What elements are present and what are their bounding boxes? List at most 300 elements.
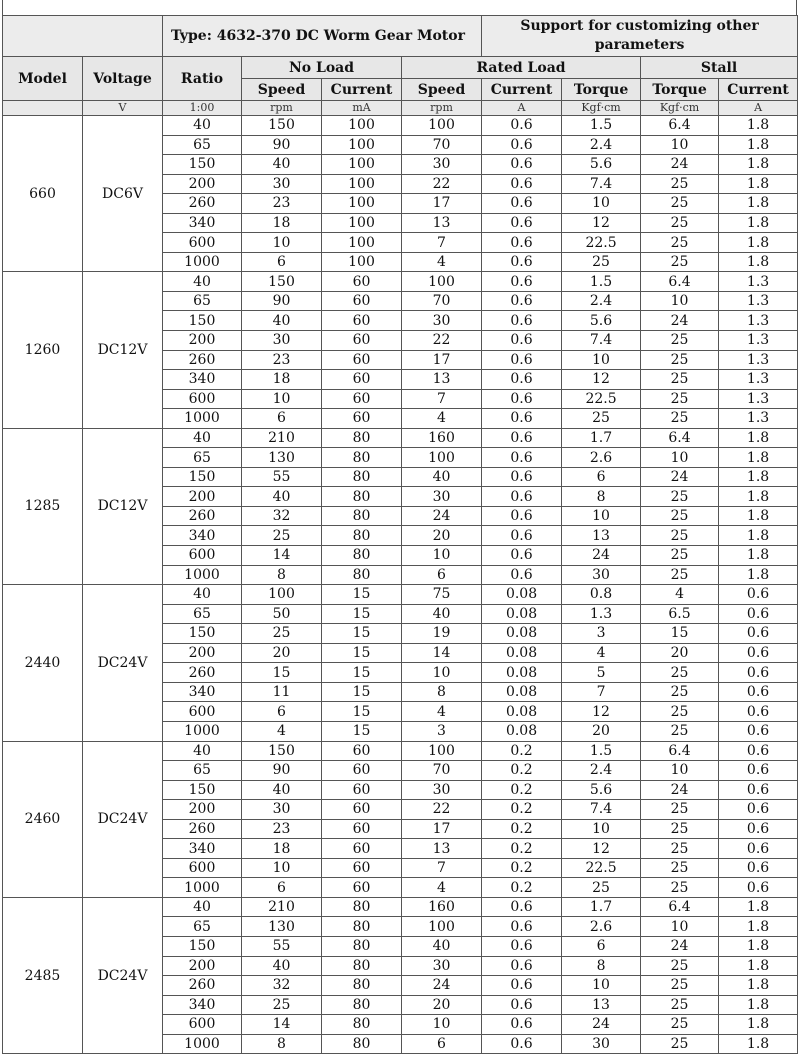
ratio-cell: 600 [163, 546, 242, 566]
no-load-speed-cell: 150 [242, 116, 322, 136]
rated-current-cell: 0.6 [482, 389, 562, 409]
rated-torque-cell: 30 [562, 1034, 641, 1054]
rated-current-cell: 0.6 [482, 311, 562, 331]
stall-torque-cell: 10 [641, 291, 719, 311]
rated-current-cell: 0.6 [482, 155, 562, 175]
no-load-speed-cell: 55 [242, 467, 322, 487]
stall-torque-cell: 25 [641, 663, 719, 683]
stall-current-cell: 1.8 [719, 897, 798, 917]
stall-current-cell: 0.6 [719, 858, 798, 878]
stall-torque-cell: 15 [641, 624, 719, 644]
rated-speed-cell: 100 [402, 741, 482, 761]
no-load-current-cell: 80 [322, 936, 402, 956]
rated-current-cell: 0.08 [482, 663, 562, 683]
no-load-current-cell: 80 [322, 448, 402, 468]
no-load-current-cell: 100 [322, 194, 402, 214]
rated-torque-cell: 10 [562, 976, 641, 996]
rated-current-cell: 0.2 [482, 761, 562, 781]
stall-current-cell: 1.3 [719, 350, 798, 370]
model-cell: 2440 [3, 585, 83, 741]
stall-torque-cell: 25 [641, 370, 719, 390]
rated-current-cell: 0.6 [482, 448, 562, 468]
rated-speed-cell: 4 [402, 409, 482, 429]
no-load-current-cell: 80 [322, 487, 402, 507]
rated-current-cell: 0.2 [482, 741, 562, 761]
rated-torque-cell: 10 [562, 350, 641, 370]
model-cell: 1285 [3, 428, 83, 584]
rated-torque-cell: 2.4 [562, 135, 641, 155]
rated-current-cell: 0.08 [482, 604, 562, 624]
rated-speed-cell: 17 [402, 819, 482, 839]
ratio-cell: 65 [163, 291, 242, 311]
no-load-current-cell: 60 [322, 350, 402, 370]
rated-current-cell: 0.6 [482, 331, 562, 351]
no-load-current-cell: 15 [322, 624, 402, 644]
no-load-current-cell: 15 [322, 663, 402, 683]
rated-torque-cell: 22.5 [562, 858, 641, 878]
rated-current-cell: 0.6 [482, 194, 562, 214]
stall-torque-cell: 25 [641, 1034, 719, 1054]
ratio-cell: 65 [163, 917, 242, 937]
rated-torque-cell: 1.5 [562, 272, 641, 292]
rated-torque-cell: 10 [562, 819, 641, 839]
rated-torque-cell: 13 [562, 995, 641, 1015]
stall-current-cell: 1.8 [719, 213, 798, 233]
rated-speed-cell: 10 [402, 546, 482, 566]
rated-current-cell: 0.08 [482, 585, 562, 605]
col-header-rated-current: Current [482, 79, 562, 101]
rated-speed-cell: 100 [402, 272, 482, 292]
no-load-speed-cell: 23 [242, 350, 322, 370]
rated-current-cell: 0.6 [482, 116, 562, 136]
unit-cell: rpm [242, 101, 322, 116]
support-note: Support for customizing other parameters [482, 16, 798, 57]
stall-torque-cell: 6.4 [641, 897, 719, 917]
no-load-speed-cell: 90 [242, 291, 322, 311]
table-row [3, 116, 798, 136]
stall-current-cell: 1.8 [719, 194, 798, 214]
unit-cell: Kgf·cm [562, 101, 641, 116]
rated-current-cell: 0.6 [482, 546, 562, 566]
stall-torque-cell: 25 [641, 506, 719, 526]
rated-speed-cell: 6 [402, 565, 482, 585]
rated-current-cell: 0.6 [482, 897, 562, 917]
no-load-current-cell: 80 [322, 995, 402, 1015]
stall-current-cell: 1.8 [719, 976, 798, 996]
rated-torque-cell: 25 [562, 252, 641, 272]
no-load-speed-cell: 90 [242, 135, 322, 155]
rated-current-cell: 0.6 [482, 174, 562, 194]
rated-current-cell: 0.2 [482, 858, 562, 878]
rated-current-cell: 0.6 [482, 565, 562, 585]
stall-current-cell: 0.6 [719, 878, 798, 898]
unit-cell: 1:00 [163, 101, 242, 116]
unit-cell: mA [322, 101, 402, 116]
ratio-cell: 260 [163, 350, 242, 370]
rated-current-cell: 0.6 [482, 291, 562, 311]
rated-speed-cell: 40 [402, 604, 482, 624]
no-load-current-cell: 80 [322, 565, 402, 585]
rated-torque-cell: 12 [562, 370, 641, 390]
rated-speed-cell: 160 [402, 428, 482, 448]
table-header [3, 16, 798, 116]
no-load-current-cell: 60 [322, 819, 402, 839]
ratio-cell: 40 [163, 272, 242, 292]
stall-torque-cell: 4 [641, 585, 719, 605]
rated-speed-cell: 6 [402, 1034, 482, 1054]
ratio-cell: 150 [163, 155, 242, 175]
stall-current-cell: 0.6 [719, 663, 798, 683]
stall-current-cell: 1.8 [719, 956, 798, 976]
ratio-cell: 600 [163, 702, 242, 722]
rated-speed-cell: 14 [402, 643, 482, 663]
stall-current-cell: 0.6 [719, 741, 798, 761]
rated-speed-cell: 13 [402, 839, 482, 859]
stall-torque-cell: 25 [641, 526, 719, 546]
stall-torque-cell: 25 [641, 213, 719, 233]
ratio-cell: 150 [163, 467, 242, 487]
ratio-cell: 260 [163, 194, 242, 214]
col-header-rated-speed: Speed [402, 79, 482, 101]
stall-current-cell: 0.6 [719, 761, 798, 781]
rated-current-cell: 0.08 [482, 682, 562, 702]
ratio-cell: 1000 [163, 878, 242, 898]
stall-torque-cell: 6.4 [641, 116, 719, 136]
stall-torque-cell: 25 [641, 252, 719, 272]
no-load-current-cell: 15 [322, 585, 402, 605]
title-blank-cell [3, 16, 163, 57]
no-load-current-cell: 80 [322, 1015, 402, 1035]
stall-current-cell: 1.8 [719, 936, 798, 956]
no-load-current-cell: 60 [322, 761, 402, 781]
ratio-cell: 200 [163, 487, 242, 507]
product-title: Type: 4632-370 DC Worm Gear Motor [163, 16, 482, 57]
rated-current-cell: 0.6 [482, 1034, 562, 1054]
rated-current-cell: 0.6 [482, 428, 562, 448]
ratio-cell: 200 [163, 174, 242, 194]
stall-torque-cell: 25 [641, 956, 719, 976]
no-load-speed-cell: 20 [242, 643, 322, 663]
no-load-speed-cell: 130 [242, 917, 322, 937]
voltage-cell: DC12V [83, 272, 163, 428]
rated-speed-cell: 100 [402, 116, 482, 136]
rated-current-cell: 0.6 [482, 233, 562, 253]
no-load-speed-cell: 6 [242, 252, 322, 272]
table-row [3, 897, 798, 917]
no-load-speed-cell: 30 [242, 800, 322, 820]
rated-torque-cell: 24 [562, 546, 641, 566]
stall-current-cell: 1.8 [719, 448, 798, 468]
stall-torque-cell: 6.5 [641, 604, 719, 624]
no-load-speed-cell: 30 [242, 174, 322, 194]
rated-torque-cell: 2.6 [562, 917, 641, 937]
no-load-speed-cell: 130 [242, 448, 322, 468]
ratio-cell: 260 [163, 819, 242, 839]
no-load-speed-cell: 25 [242, 995, 322, 1015]
no-load-speed-cell: 55 [242, 936, 322, 956]
table-row [3, 741, 798, 761]
col-header-rated-torque: Torque [562, 79, 641, 101]
no-load-current-cell: 60 [322, 272, 402, 292]
stall-current-cell: 1.8 [719, 565, 798, 585]
rated-current-cell: 0.08 [482, 721, 562, 741]
ratio-cell: 340 [163, 370, 242, 390]
top-margin-strip [2, 0, 797, 15]
col-header-stall-current: Current [719, 79, 798, 101]
no-load-current-cell: 15 [322, 702, 402, 722]
rated-current-cell: 0.6 [482, 995, 562, 1015]
rated-current-cell: 0.2 [482, 819, 562, 839]
ratio-cell: 40 [163, 116, 242, 136]
rated-torque-cell: 1.7 [562, 428, 641, 448]
no-load-current-cell: 100 [322, 155, 402, 175]
stall-torque-cell: 25 [641, 409, 719, 429]
stall-current-cell: 1.8 [719, 467, 798, 487]
stall-current-cell: 1.8 [719, 506, 798, 526]
rated-speed-cell: 30 [402, 155, 482, 175]
stall-torque-cell: 25 [641, 819, 719, 839]
ratio-cell: 340 [163, 839, 242, 859]
no-load-current-cell: 80 [322, 526, 402, 546]
rated-torque-cell: 4 [562, 643, 641, 663]
rated-torque-cell: 6 [562, 936, 641, 956]
stall-torque-cell: 25 [641, 1015, 719, 1035]
no-load-current-cell: 80 [322, 956, 402, 976]
no-load-speed-cell: 210 [242, 897, 322, 917]
rated-speed-cell: 17 [402, 194, 482, 214]
stall-current-cell: 1.3 [719, 331, 798, 351]
ratio-cell: 600 [163, 389, 242, 409]
stall-current-cell: 1.8 [719, 155, 798, 175]
no-load-current-cell: 60 [322, 839, 402, 859]
no-load-speed-cell: 8 [242, 565, 322, 585]
stall-current-cell: 1.8 [719, 116, 798, 136]
rated-speed-cell: 40 [402, 467, 482, 487]
stall-current-cell: 1.3 [719, 311, 798, 331]
no-load-speed-cell: 23 [242, 194, 322, 214]
rated-torque-cell: 2.4 [562, 291, 641, 311]
no-load-speed-cell: 40 [242, 780, 322, 800]
stall-current-cell: 1.8 [719, 252, 798, 272]
ratio-cell: 1000 [163, 252, 242, 272]
rated-current-cell: 0.6 [482, 135, 562, 155]
rated-torque-cell: 1.5 [562, 741, 641, 761]
ratio-cell: 65 [163, 448, 242, 468]
stall-current-cell: 0.6 [719, 604, 798, 624]
stall-current-cell: 1.8 [719, 526, 798, 546]
rated-speed-cell: 100 [402, 917, 482, 937]
rated-speed-cell: 70 [402, 761, 482, 781]
rated-current-cell: 0.6 [482, 1015, 562, 1035]
stall-torque-cell: 25 [641, 546, 719, 566]
rated-speed-cell: 13 [402, 213, 482, 233]
col-header-model: Model [3, 57, 83, 101]
no-load-current-cell: 100 [322, 174, 402, 194]
rated-speed-cell: 30 [402, 956, 482, 976]
rated-current-cell: 0.6 [482, 956, 562, 976]
rated-torque-cell: 7.4 [562, 331, 641, 351]
no-load-current-cell: 80 [322, 506, 402, 526]
no-load-current-cell: 80 [322, 917, 402, 937]
stall-current-cell: 0.6 [719, 721, 798, 741]
group-header-stall: Stall [641, 57, 798, 79]
rated-speed-cell: 24 [402, 976, 482, 996]
rated-torque-cell: 1.3 [562, 604, 641, 624]
rated-torque-cell: 8 [562, 487, 641, 507]
rated-torque-cell: 2.6 [562, 448, 641, 468]
rated-current-cell: 0.6 [482, 350, 562, 370]
no-load-speed-cell: 40 [242, 155, 322, 175]
rated-speed-cell: 7 [402, 858, 482, 878]
no-load-speed-cell: 40 [242, 956, 322, 976]
no-load-current-cell: 60 [322, 311, 402, 331]
ratio-cell: 65 [163, 604, 242, 624]
stall-torque-cell: 25 [641, 331, 719, 351]
rated-speed-cell: 10 [402, 663, 482, 683]
no-load-current-cell: 15 [322, 721, 402, 741]
ratio-cell: 1000 [163, 409, 242, 429]
rated-current-cell: 0.6 [482, 976, 562, 996]
stall-current-cell: 0.6 [719, 585, 798, 605]
stall-current-cell: 1.8 [719, 1034, 798, 1054]
ratio-cell: 150 [163, 624, 242, 644]
rated-speed-cell: 10 [402, 1015, 482, 1035]
no-load-speed-cell: 15 [242, 663, 322, 683]
stall-current-cell: 1.8 [719, 1015, 798, 1035]
stall-torque-cell: 10 [641, 448, 719, 468]
rated-torque-cell: 7.4 [562, 174, 641, 194]
stall-torque-cell: 25 [641, 233, 719, 253]
no-load-current-cell: 80 [322, 467, 402, 487]
stall-torque-cell: 25 [641, 702, 719, 722]
ratio-cell: 340 [163, 526, 242, 546]
no-load-speed-cell: 40 [242, 487, 322, 507]
rated-speed-cell: 24 [402, 506, 482, 526]
no-load-speed-cell: 50 [242, 604, 322, 624]
rated-speed-cell: 22 [402, 800, 482, 820]
ratio-cell: 40 [163, 741, 242, 761]
rated-speed-cell: 17 [402, 350, 482, 370]
ratio-cell: 40 [163, 585, 242, 605]
rated-speed-cell: 20 [402, 995, 482, 1015]
no-load-current-cell: 80 [322, 546, 402, 566]
stall-torque-cell: 24 [641, 780, 719, 800]
stall-torque-cell: 24 [641, 155, 719, 175]
rated-current-cell: 0.6 [482, 272, 562, 292]
rated-speed-cell: 100 [402, 448, 482, 468]
table-row [3, 272, 798, 292]
col-header-stall-torque: Torque [641, 79, 719, 101]
rated-current-cell: 0.08 [482, 624, 562, 644]
col-header-voltage: Voltage [83, 57, 163, 101]
rated-speed-cell: 70 [402, 135, 482, 155]
rated-torque-cell: 12 [562, 213, 641, 233]
model-cell: 1260 [3, 272, 83, 428]
no-load-speed-cell: 100 [242, 585, 322, 605]
ratio-cell: 1000 [163, 1034, 242, 1054]
no-load-current-cell: 100 [322, 135, 402, 155]
rated-speed-cell: 4 [402, 878, 482, 898]
model-cell: 660 [3, 116, 83, 272]
ratio-cell: 200 [163, 956, 242, 976]
voltage-cell: DC24V [83, 741, 163, 897]
no-load-current-cell: 60 [322, 878, 402, 898]
no-load-current-cell: 60 [322, 370, 402, 390]
no-load-speed-cell: 23 [242, 819, 322, 839]
rated-speed-cell: 7 [402, 233, 482, 253]
stall-torque-cell: 25 [641, 350, 719, 370]
rated-current-cell: 0.2 [482, 839, 562, 859]
stall-torque-cell: 25 [641, 565, 719, 585]
rated-current-cell: 0.6 [482, 506, 562, 526]
ratio-cell: 600 [163, 858, 242, 878]
ratio-cell: 340 [163, 682, 242, 702]
rated-current-cell: 0.6 [482, 917, 562, 937]
stall-torque-cell: 10 [641, 761, 719, 781]
stall-current-cell: 1.3 [719, 291, 798, 311]
stall-torque-cell: 25 [641, 721, 719, 741]
rated-current-cell: 0.08 [482, 702, 562, 722]
stall-current-cell: 1.8 [719, 174, 798, 194]
rated-torque-cell: 20 [562, 721, 641, 741]
ratio-cell: 600 [163, 1015, 242, 1035]
spec-table [2, 15, 798, 1054]
no-load-speed-cell: 10 [242, 233, 322, 253]
rated-current-cell: 0.6 [482, 936, 562, 956]
no-load-current-cell: 60 [322, 389, 402, 409]
no-load-current-cell: 100 [322, 252, 402, 272]
rated-speed-cell: 30 [402, 487, 482, 507]
ratio-cell: 340 [163, 995, 242, 1015]
model-cell: 2460 [3, 741, 83, 897]
ratio-cell: 600 [163, 233, 242, 253]
no-load-current-cell: 60 [322, 780, 402, 800]
no-load-current-cell: 60 [322, 741, 402, 761]
no-load-current-cell: 100 [322, 213, 402, 233]
rated-torque-cell: 25 [562, 878, 641, 898]
rated-current-cell: 0.6 [482, 252, 562, 272]
units-row [3, 101, 798, 116]
rated-torque-cell: 10 [562, 194, 641, 214]
rated-torque-cell: 24 [562, 1015, 641, 1035]
no-load-speed-cell: 32 [242, 506, 322, 526]
stall-torque-cell: 25 [641, 194, 719, 214]
no-load-speed-cell: 90 [242, 761, 322, 781]
rated-torque-cell: 7 [562, 682, 641, 702]
voltage-cell: DC12V [83, 428, 163, 584]
stall-current-cell: 1.8 [719, 546, 798, 566]
ratio-cell: 260 [163, 976, 242, 996]
col-header-no-load-speed: Speed [242, 79, 322, 101]
stall-current-cell: 1.8 [719, 487, 798, 507]
rated-current-cell: 0.6 [482, 213, 562, 233]
rated-current-cell: 0.6 [482, 467, 562, 487]
no-load-speed-cell: 25 [242, 526, 322, 546]
no-load-speed-cell: 150 [242, 272, 322, 292]
no-load-current-cell: 60 [322, 291, 402, 311]
ratio-cell: 150 [163, 780, 242, 800]
ratio-cell: 200 [163, 643, 242, 663]
stall-current-cell: 1.3 [719, 370, 798, 390]
rated-speed-cell: 3 [402, 721, 482, 741]
no-load-current-cell: 15 [322, 643, 402, 663]
rated-torque-cell: 22.5 [562, 233, 641, 253]
ratio-cell: 340 [163, 213, 242, 233]
rated-current-cell: 0.6 [482, 370, 562, 390]
no-load-current-cell: 60 [322, 409, 402, 429]
unit-cell: A [719, 101, 798, 116]
rated-torque-cell: 25 [562, 409, 641, 429]
